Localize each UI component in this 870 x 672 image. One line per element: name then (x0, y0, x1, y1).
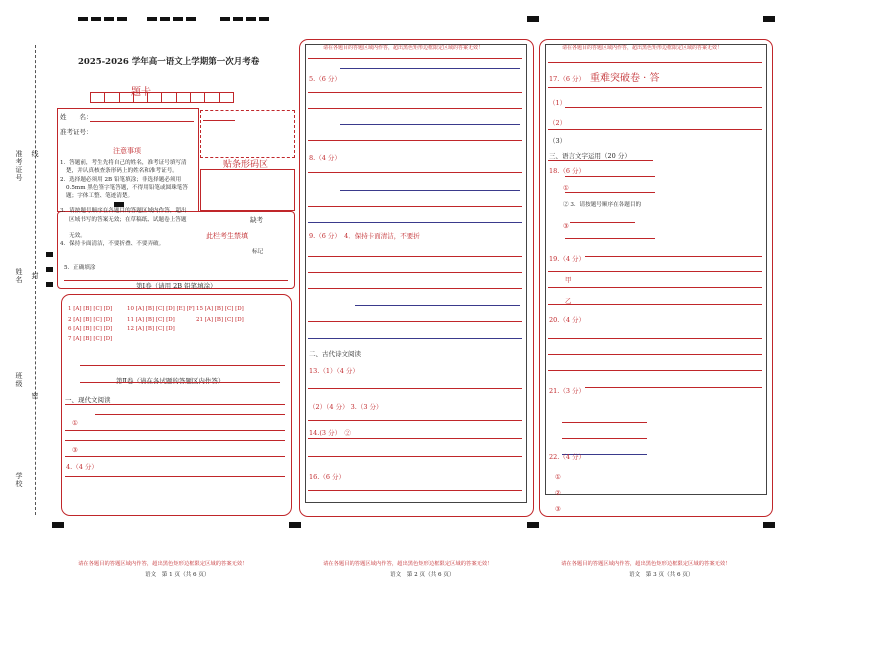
choice-row[interactable]: 2 [A] [B] [C] [D] (68, 317, 113, 323)
answer-line[interactable] (548, 370, 762, 371)
name-field[interactable] (90, 121, 194, 122)
choice-row[interactable]: 11 [A] [B] [C] [D] (127, 317, 175, 323)
answer-line[interactable] (548, 354, 762, 355)
q22-3: ③ (555, 505, 561, 513)
answer-line[interactable] (65, 404, 285, 405)
answer-line[interactable] (65, 456, 285, 457)
name-label: 姓 名： (60, 113, 93, 121)
registration-mark (763, 522, 775, 528)
answer-line[interactable] (308, 490, 522, 491)
q20-label: 20.（4 分） (549, 316, 586, 324)
q-circle-1: ① (72, 419, 78, 427)
answer-line[interactable] (562, 438, 647, 439)
answer-line[interactable] (340, 68, 520, 69)
q17-3: （3） (549, 137, 567, 145)
q18-1: ① (563, 184, 569, 192)
answer-line[interactable] (308, 206, 522, 207)
answer-line[interactable] (308, 288, 522, 289)
q4-label: 4.（4 分） (66, 463, 98, 471)
answer-line[interactable] (308, 321, 522, 322)
registration-mark (527, 522, 539, 528)
answer-line[interactable] (562, 422, 647, 423)
choice-row[interactable]: 1 [A] [B] [C] [D] (68, 306, 113, 312)
answer-line[interactable] (548, 338, 762, 339)
note-3c: 无效。 (69, 233, 86, 239)
sidebar-seal-line: 线 (31, 150, 39, 158)
absent-note: 此栏考生禁填 (206, 232, 248, 240)
q8-label: 8.（4 分） (309, 154, 341, 162)
registration-mark (289, 522, 301, 528)
answer-line[interactable] (308, 272, 522, 273)
registration-mark (52, 522, 64, 528)
card-label: 题卡 (131, 87, 151, 98)
answer-line[interactable] (548, 87, 762, 88)
note-5: 5．正确填涂 (64, 265, 96, 271)
answer-line[interactable] (65, 440, 285, 441)
part1-title: 第Ⅰ卷（请用 2B 铅笔填涂） (136, 282, 217, 290)
answer-line[interactable] (308, 172, 522, 173)
barcode-line (203, 120, 235, 121)
separator (80, 365, 285, 366)
q16-label: 16.（6 分） (309, 473, 346, 481)
q17-title: 重难突破卷 · 答 (590, 73, 660, 84)
registration-mark (763, 16, 775, 22)
registration-mark (220, 17, 270, 21)
choice-row[interactable]: 21 [A] [B] [C] [D] (196, 317, 244, 323)
answer-line[interactable] (95, 414, 285, 415)
choice-row[interactable]: 12 [A] [B] [C] [D] (127, 326, 175, 332)
note-1b: 楚，并认真核查条形码上的姓名和准考证号。 (66, 168, 178, 174)
answer-line[interactable] (308, 92, 522, 93)
q19-b: 乙 (565, 297, 572, 305)
answer-line[interactable] (565, 192, 655, 193)
answer-line[interactable] (355, 305, 520, 306)
choice-row[interactable]: 6 [A] [B] [C] [D] (68, 326, 113, 332)
sidebar-dashed-line (35, 45, 36, 515)
sidebar-mark (46, 252, 53, 257)
q17-1: （1） (549, 99, 567, 107)
footer-page-1: 语文 第 1 页（共 6 页） (145, 572, 210, 578)
exam-id-label: 准考证号： (60, 128, 93, 136)
answer-line[interactable] (548, 160, 653, 161)
sidebar-school: 学校 (15, 472, 23, 488)
q5-label: 5.（6 分） (309, 75, 341, 83)
absent-line (64, 280, 288, 281)
answer-line[interactable] (340, 190, 520, 191)
absent-mark-label: 标记 (252, 249, 264, 255)
answer-line[interactable] (308, 222, 522, 223)
answer-line[interactable] (565, 238, 655, 239)
q17-2: （2） (549, 119, 567, 127)
barcode-label: 贴条形码区 (223, 160, 269, 170)
q21-label: 21.（3 分） (549, 387, 586, 395)
q9-label: 9.（6 分） 4．保持卡面清洁，不要折 (309, 232, 420, 240)
sidebar-exam-id: 准考证号 (15, 150, 23, 182)
note-2c: 题；字体工整、笔迹清楚。 (66, 193, 134, 199)
answer-line[interactable] (65, 476, 285, 477)
choice-row[interactable]: 7 [A] [B] [C] [D] (68, 336, 113, 342)
registration-mark (78, 17, 128, 21)
answer-line[interactable] (548, 271, 762, 272)
choice-row[interactable]: 15 [A] [B] [C] [D] (196, 306, 244, 312)
note-2b: 0.5mm 黑色签字笔答题，不得用铅笔或圆珠笔答 (66, 185, 188, 191)
answer-line[interactable] (340, 124, 520, 125)
sidebar-class: 班级 (15, 372, 23, 388)
q14-label: 14.(3 分） ② (309, 429, 351, 437)
footer-warning-3: 请在各题目的答题区域内作答，超出黑色矩形边框限定区域的答案无效！ (561, 561, 731, 567)
sidebar-name: 姓名 (15, 268, 23, 284)
answer-line[interactable] (308, 256, 522, 257)
note-4: 4．保持卡面清洁，不要折叠、不要弄破。 (60, 241, 165, 247)
answer-line[interactable] (308, 420, 522, 421)
part2-title: 第Ⅱ卷（请在各试题的答题区内作答） (116, 377, 225, 385)
q18-2: ② 3．请按题号顺序在各题目的 (563, 202, 642, 208)
q19-a: 甲 (565, 276, 572, 284)
answer-line[interactable] (585, 387, 762, 388)
q18-3: ③ (563, 222, 569, 230)
answer-line[interactable] (565, 176, 655, 177)
answer-line[interactable] (570, 222, 635, 223)
answer-line[interactable] (548, 129, 762, 130)
exam-id-boxes (90, 92, 234, 103)
page-title: 2025-2026 学年高一语文上学期第一次月考卷 (78, 57, 260, 67)
footer-page-3: 语文 第 3 页（共 6 页） (629, 572, 694, 578)
registration-mark (527, 16, 539, 22)
q19-label: 19.（4 分） (549, 255, 586, 263)
answer-line[interactable] (548, 304, 762, 305)
answer-line[interactable] (565, 107, 762, 108)
notes-title: 注意事项 (113, 147, 141, 155)
section3-heading: 三、语言文字运用（20 分） (549, 152, 631, 160)
q22-label: 22.（4 分） (549, 453, 586, 461)
absent-label: 缺考 (250, 216, 263, 224)
answer-line[interactable] (65, 430, 285, 431)
sidebar-seal-feng: 封 (31, 272, 39, 280)
q18-label: 18.（6 分） (549, 167, 586, 175)
q17-label: 17.（6 分） (549, 75, 586, 83)
answer-line[interactable] (548, 62, 762, 63)
note-1: 1．答题前，考生先将自己的姓名，准考证号填写清 (60, 160, 187, 166)
answer-line[interactable] (548, 287, 762, 288)
answer-line[interactable] (308, 140, 522, 141)
answer-line[interactable] (308, 438, 522, 439)
note-3b: 区域书写的答案无效；在草稿纸、试题卷上答题 (69, 217, 187, 223)
q-circle-3: ③ (72, 446, 78, 454)
answer-line[interactable] (308, 58, 522, 59)
registration-mark (147, 17, 197, 21)
footer-page-2: 语文 第 2 页（共 6 页） (390, 572, 455, 578)
col3-warning: 请在各题目的答题区域内作答，超出黑色矩形边框限定区域的答案无效！ (562, 45, 723, 51)
column3-inner (545, 44, 767, 495)
section2-heading: 二、古代诗文阅读 (309, 350, 361, 358)
answer-line[interactable] (308, 108, 522, 109)
q13-label: 13.（1）（4 分） (309, 367, 359, 375)
q13b-label: （2）（4 分） 3.（3 分） (309, 403, 383, 411)
answer-line (80, 382, 280, 383)
answer-line[interactable] (308, 456, 522, 457)
answer-line[interactable] (308, 388, 522, 389)
answer-line[interactable] (585, 256, 762, 257)
sidebar-mark (46, 267, 53, 272)
note-2: 2．选择题必须用 2B 铅笔填涂；非选择题必须用 (60, 177, 182, 183)
barcode-area (200, 110, 295, 158)
section1-heading: 一、现代文阅读 (65, 396, 111, 404)
footer-warning-2: 请在各题目的答题区域内作答，超出黑色矩形边框限定区域的答案无效！ (323, 561, 493, 567)
q22-1: ① (555, 473, 561, 481)
footer-warning-1: 请在各题目的答题区域内作答，超出黑色矩形边框限定区域的答案无效！ (78, 561, 248, 567)
col2-warning: 请在各题目的答题区域内作答，超出黑色矩形边框限定区域的答案无效！ (323, 45, 484, 51)
choice-row[interactable]: 10 [A] [B] [C] [D] [E] [F] (127, 306, 195, 312)
sidebar-seal-mi: 密 (31, 392, 39, 400)
sidebar-mark (46, 282, 53, 287)
absent-box (200, 169, 295, 211)
note-3: 3．请按题号顺序在各题目的答题区域内作答，超出 (60, 208, 187, 214)
q22-2: ② (555, 489, 561, 497)
answer-line[interactable] (308, 338, 522, 339)
